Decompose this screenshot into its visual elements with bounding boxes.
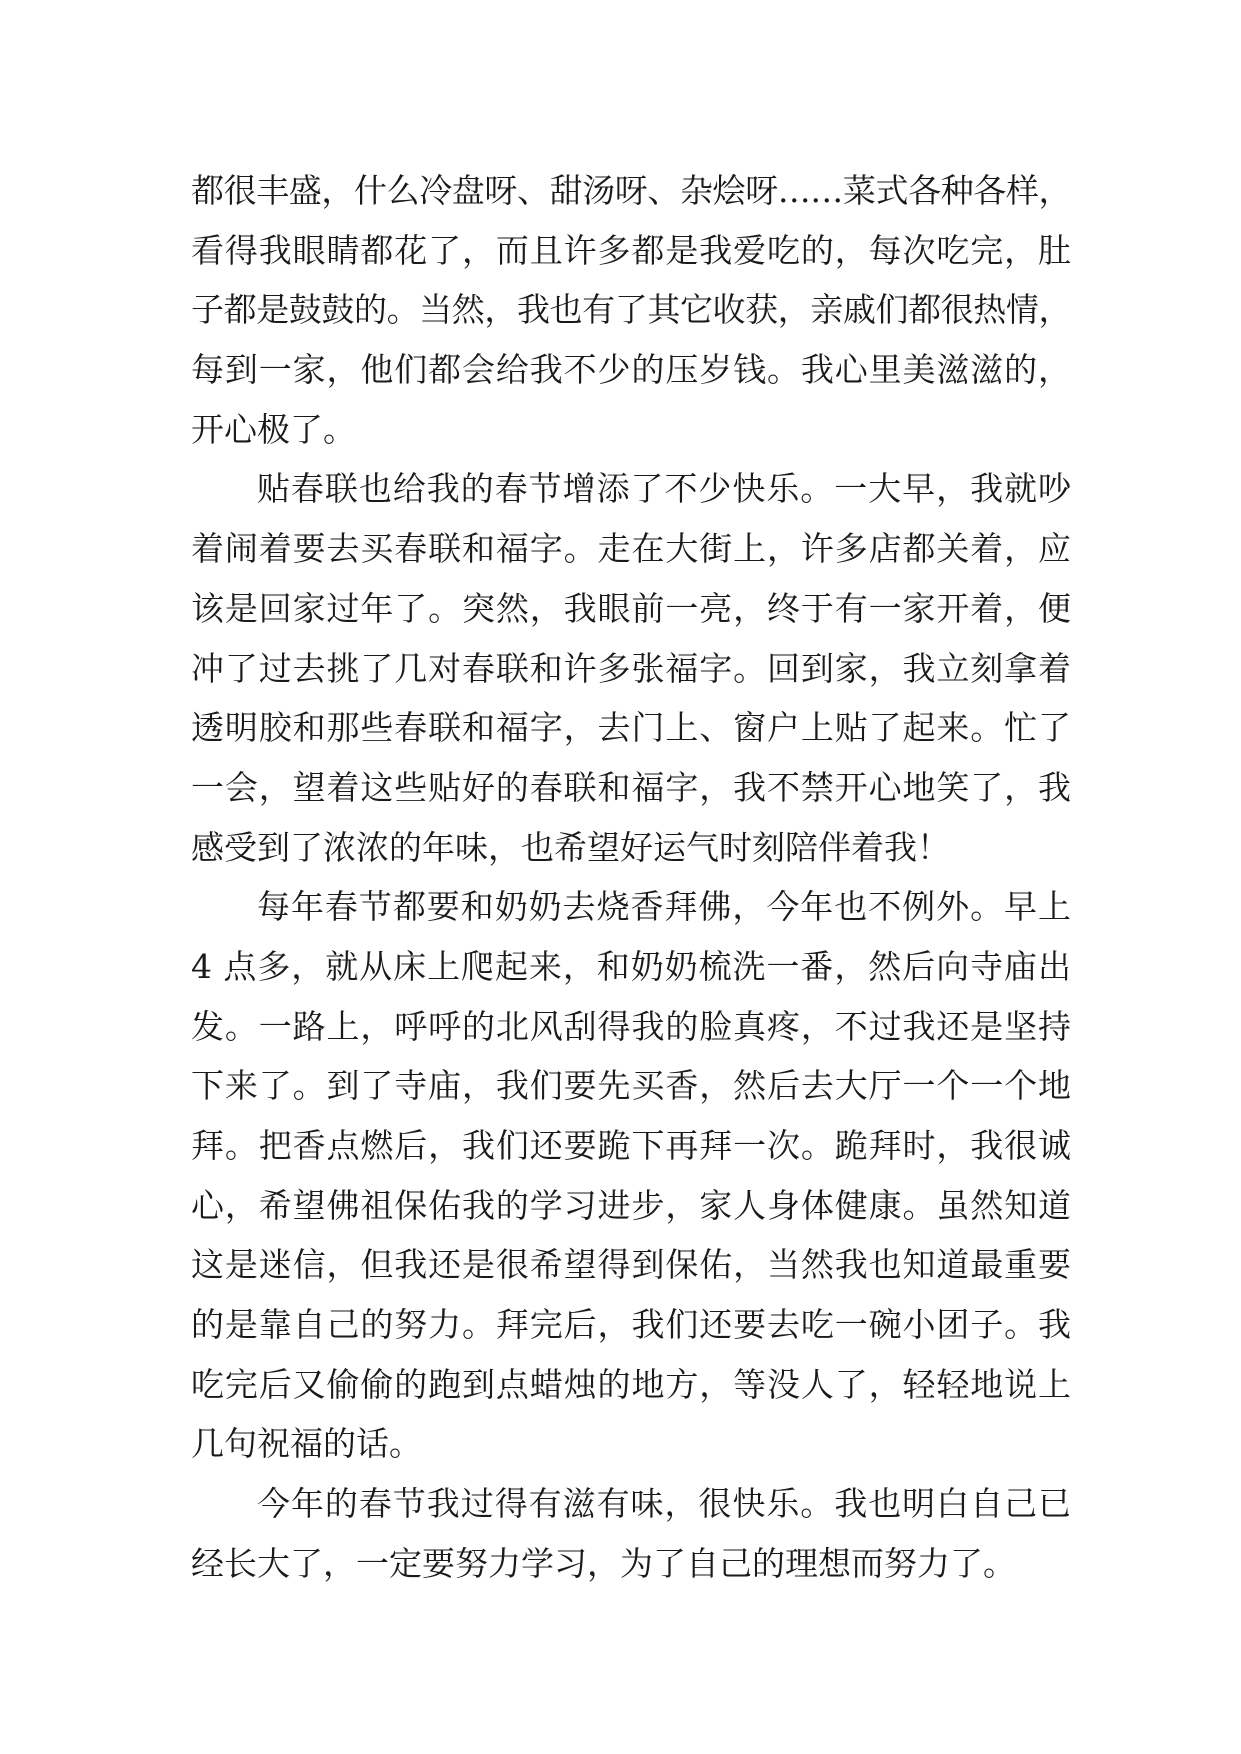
- text-line: 经长大了，一定要努力学习，为了自己的理想而努力了。: [191, 1543, 1016, 1583]
- text-line: 几句祝福的话。: [191, 1424, 422, 1464]
- text-line: 子都是鼓鼓的。当然，我也有了其它收获，亲戚们都很热情，: [191, 290, 1071, 330]
- text-line: 每到一家，他们都会给我不少的压岁钱。我心里美滋滋的，: [191, 350, 1071, 390]
- text-line: 拜。把香点燃后，我们还要跪下再拜一次。跪拜时，我很诚: [191, 1126, 1071, 1165]
- paragraph-first-line: 每年春节都要和奶奶去烧香拜佛，今年也不例外。早上: [257, 887, 1071, 927]
- text-line: 吃完后又偷偷的跑到点蜡烛的地方，等没人了，轻轻地说上: [191, 1364, 1071, 1404]
- text-line: 都很丰盛，什么冷盘呀、甜汤呀、杂烩呀……菜式各种各样，: [191, 171, 1071, 210]
- text-line: 下来了。到了寺庙，我们要先买香，然后去大厅一个一个地: [191, 1066, 1071, 1106]
- document-body: [191, 161, 1071, 1594]
- text-line: 4 点多，就从床上爬起来，和奶奶梳洗一番，然后向寺庙出: [191, 946, 1071, 986]
- text-line: 该是回家过年了。突然，我眼前一亮，终于有一家开着，便: [191, 588, 1071, 628]
- text-line: 发。一路上，呼呼的北风刮得我的脸真疼，不过我还是坚持: [191, 1006, 1071, 1046]
- text-line: 着闹着要去买春联和福字。走在大街上，许多店都关着，应: [191, 529, 1071, 569]
- text-line: 冲了过去挑了几对春联和许多张福字。回到家，我立刻拿着: [191, 648, 1071, 688]
- paragraph-first-line: 今年的春节我过得有滋有味，很快乐。我也明白自己已: [257, 1484, 1071, 1524]
- text-line: 感受到了浓浓的年味，也希望好运气时刻陪伴着我！: [191, 827, 950, 867]
- paragraph-first-line: 贴春联也给我的春节增添了不少快乐。一大早，我就吵: [257, 469, 1071, 509]
- text-line: 的是靠自己的努力。拜完后，我们还要去吃一碗小团子。我: [191, 1305, 1071, 1345]
- text-line: 这是迷信，但我还是很希望得到保佑，当然我也知道最重要: [191, 1245, 1071, 1285]
- text-line: 一会，望着这些贴好的春联和福字，我不禁开心地笑了，我: [191, 767, 1071, 807]
- text-line: 透明胶和那些春联和福字，去门上、窗户上贴了起来。忙了: [191, 708, 1071, 748]
- text-line: 看得我眼睛都花了，而且许多都是我爱吃的，每次吃完，肚: [191, 230, 1071, 270]
- text-line: 心，希望佛祖保佑我的学习进步，家人身体健康。虽然知道: [191, 1185, 1071, 1225]
- text-line: 开心极了。: [191, 409, 356, 449]
